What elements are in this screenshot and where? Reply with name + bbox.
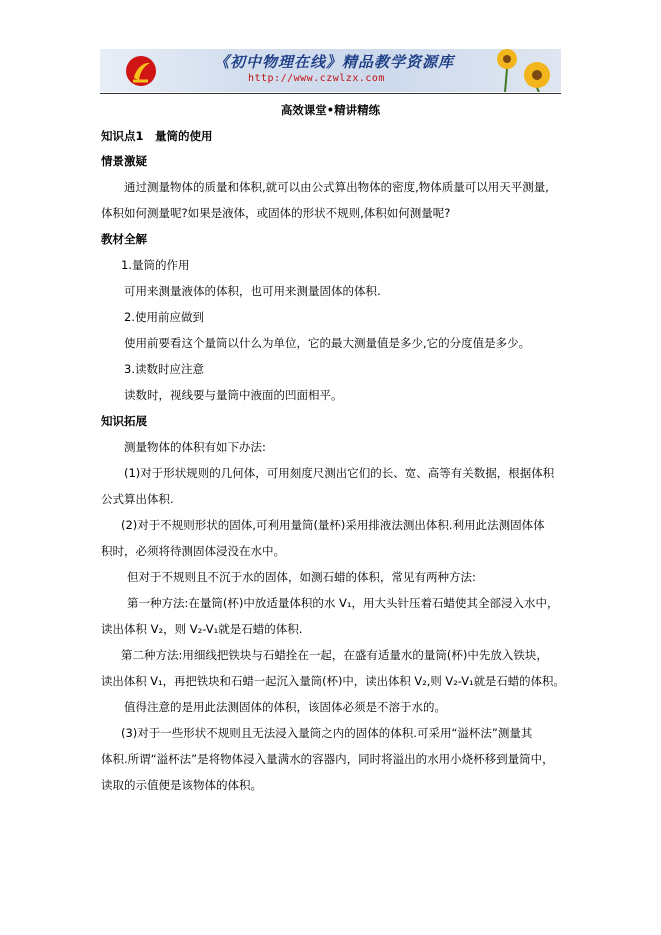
paragraph-line: 第二种方法:用细线把铁块与石蜡拴在一起，在盛有适量水的量筒(杯)中先放入铁块， <box>121 648 548 662</box>
subheading-scenario: 情景激疑 <box>101 154 147 168</box>
paragraph-line: 体积如何测量呢?如果是液体，或固体的形状不规则,体积如何测量呢? <box>101 206 451 220</box>
paragraph-line: 体积.所谓“溢杯法”是将物体浸入量满水的容器内，同时将溢出的水用小烧杯移到量筒中， <box>101 752 554 766</box>
section-heading: 知识点1 量筒的使用 <box>101 129 213 143</box>
list-item-title: 3.读数时应注意 <box>124 362 204 376</box>
list-item-text: 可用来测量液体的体积，也可用来测量固体的体积. <box>124 284 381 298</box>
list-item-title: 2.使用前应做到 <box>124 310 204 324</box>
header-banner <box>100 49 561 92</box>
logo-icon <box>124 54 158 88</box>
paragraph-line: 读出体积 V₁，再把铁块和石蜡一起沉入量筒(杯)中，读出体积 V₂,则 V₂-V₁就是石蜡的体积。 <box>101 674 565 688</box>
paragraph-line: 第一种方法:在量筒(杯)中放适量体积的水 V₁，用大头针压着石蜡使其全部浸入水中， <box>127 596 559 610</box>
paragraph-line: 积时，必须将待测固体浸没在水中。 <box>101 544 285 558</box>
paragraph-line: (3)对于一些形状不规则且无法浸入量筒之内的固体的体积.可采用“溢杯法”测量其 <box>121 726 533 740</box>
subheading-textbook: 教材全解 <box>101 232 147 246</box>
paragraph-line: 通过测量物体的质量和体积,就可以由公式算出物体的密度,物体质量可以用天平测量, <box>124 180 549 194</box>
paragraph-line: 读出体积 V₂，则 V₂-V₁就是石蜡的体积. <box>101 622 303 636</box>
paragraph-line: 测量物体的体积有如下办法: <box>124 440 266 454</box>
paragraph-line: (2)对于不规则形状的固体,可利用量筒(量杯)采用排液法测出体积.利用此法测固体体 <box>121 518 545 532</box>
paragraph-line: 公式算出体积. <box>101 492 174 506</box>
paragraph-line: 值得注意的是用此法测固体的体积，该固体必须是不溶于水的。 <box>124 700 446 714</box>
paragraph-line: (1)对于形状规则的几何体，可用刻度尺测出它们的长、宽、高等有关数据，根据体积 <box>124 466 555 480</box>
page-title: 高效课堂•精讲精练 <box>280 103 381 117</box>
paragraph-line: 读取的示值便是该物体的体积。 <box>101 778 262 792</box>
header-rule <box>100 93 561 94</box>
banner-url: http://www.czwlzx.com <box>248 73 385 84</box>
sunflower-icon <box>487 49 557 92</box>
list-item-title: 1.量筒的作用 <box>121 258 190 272</box>
banner-title: 《初中物理在线》精品教学资源库 <box>214 53 455 71</box>
paragraph-line: 但对于不规则且不沉于水的固体，如测石蜡的体积，常见有两种方法: <box>127 570 476 584</box>
list-item-text: 使用前要看这个量筒以什么为单位，它的最大测量值是多少,它的分度值是多少。 <box>124 336 531 350</box>
subheading-extension: 知识拓展 <box>101 414 147 428</box>
list-item-text: 读数时，视线要与量筒中液面的凹面相平。 <box>124 388 343 402</box>
